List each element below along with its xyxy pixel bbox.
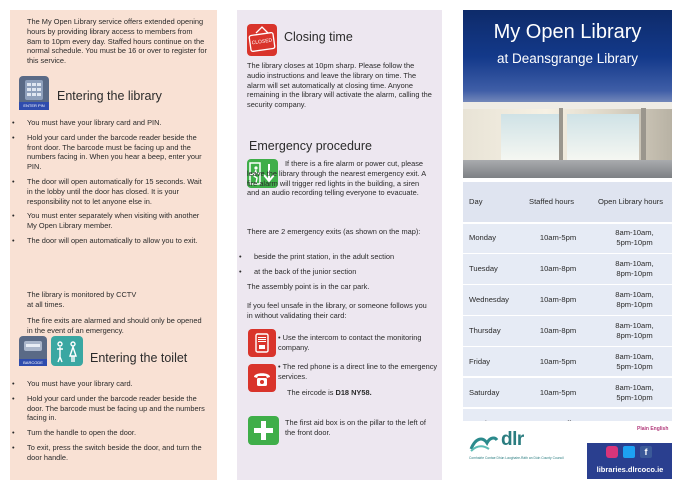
cell-day: Thursday (469, 325, 501, 335)
list-item: • Turn the handle to open the door. (10, 428, 206, 438)
list-item: • Hold your card under the barcode reader beside the door. The barcode must be facing up and the numbers facing in. (10, 394, 206, 423)
exits-list (237, 252, 437, 282)
assembly-point: The assembly point is in the car park. (247, 282, 370, 291)
cell-staffed: 10am-5pm (539, 356, 577, 366)
emergency-text: If there is a fire alarm or power cut, please leave the library through the nearest emergency exit. A fire alarm will trigger red lights in the building, a siren and an audio recording telling everyone to evacuate. (247, 159, 426, 198)
table-row (463, 285, 672, 314)
closing-time-text: The library closes at 10pm sharp. Please follow the audio instructions and leave the library on time. The alarm will set automatically at closing time. Anyone remaining in the library will activate the alarm, calling the security company. (247, 61, 432, 110)
cell-staffed: 10am-8pm (539, 294, 577, 304)
reader-label: BARCODE (23, 360, 43, 365)
list-item: • at the back of the junior section (237, 267, 437, 277)
list-item: • You must enter separately when visiting with another My Open Library member. (10, 211, 206, 231)
table-header-row (463, 182, 672, 222)
council-name: Comhairle Contae Dhún Laoghaire-Ráth an Dúin County Council (469, 456, 564, 460)
list-item: • The door will open automatically for 15 seconds. Wait in the lobby until the door has closed. It is your responsibility not to let anyone else in. (10, 177, 206, 206)
exits-intro: There are 2 emergency exits (as shown on the map): (247, 227, 421, 236)
cell-day: Friday (469, 356, 491, 366)
panel-entry-info (10, 10, 217, 480)
cell-day: Wednesday (469, 294, 509, 304)
cover-subtitle: at Deansgrange Library (496, 51, 639, 66)
list-item: • Hold your card under the barcode reader beside the front door. The barcode must be facing up and the numbers facing in. When you hear a beep, enter your PIN. (10, 133, 206, 172)
header-staffed: Staffed hours (529, 197, 575, 206)
intercom-label: Use the intercom to contact the monitoring company. (278, 333, 422, 352)
twitter-icon[interactable] (623, 446, 635, 458)
eircode-value: D18 NY58. (335, 388, 372, 397)
facebook-icon[interactable]: f (640, 446, 652, 458)
eircode-label: The eircode is (287, 388, 336, 397)
red-phone-text: • The red phone is a direct line to the emergency services. (278, 362, 438, 381)
list-item: • You must have your library card. (10, 379, 206, 389)
council-wave-icon (469, 433, 499, 453)
cell-open-library: 8am-10am, 8pm-10pm (615, 289, 654, 309)
toilet-icon (51, 336, 83, 366)
cctv-note: The library is monitored by CCTV at all times. (27, 290, 137, 309)
red-phone-icon (248, 364, 276, 392)
header-day: Day (469, 197, 483, 206)
list-item: • The door will open automatically to allow you to exit. (10, 236, 206, 246)
council-logo (469, 429, 564, 465)
closed-sign-label: CLOSED (251, 37, 273, 47)
cell-day: Saturday (469, 387, 500, 397)
cell-staffed: 10am-5pm (539, 233, 577, 243)
intercom-icon (248, 329, 276, 357)
eircode-line (287, 388, 437, 398)
library-photo (463, 10, 672, 178)
first-aid-text: The first aid box is on the pillar to the left of the front door. (285, 418, 426, 437)
list-item: • beside the print station, in the adult section (237, 252, 437, 262)
instagram-icon[interactable] (606, 446, 618, 458)
cover-title: My Open Library (493, 21, 642, 43)
list-item: • You must have your library card and PIN. (10, 118, 206, 128)
list-item: • To exit, press the switch beside the door, and turn the door handle. (10, 443, 206, 463)
entering-library-list (10, 118, 206, 251)
cell-open-library: 8am-10am, 8pm-10pm (615, 259, 654, 279)
plain-english-logo: Plain English (637, 426, 669, 432)
cell-open-library: 8am-10am, 8pm-10pm (615, 320, 654, 340)
social-bar (587, 443, 672, 479)
table-row (463, 347, 672, 376)
closed-sign-icon (247, 24, 277, 56)
cell-day: Tuesday (469, 264, 498, 274)
cell-staffed: 10am-8pm (539, 264, 577, 274)
intro-text: The My Open Library service offers extended opening hours by providing library access to members from 8am to 10pm every day. Staffed hours continue on the normal schedule. You must be 16 or over to register for this service. (27, 17, 207, 66)
table-row (463, 316, 672, 345)
unsafe-text: If you feel unsafe in the library, or someone follows you in without validating their card: (247, 301, 427, 320)
keypad-icon (19, 76, 49, 110)
header-open-library: Open Library hours (598, 197, 664, 206)
barcode-reader-icon (19, 336, 47, 366)
intercom-text: • Use the intercom to contact the monitoring company. (278, 333, 422, 352)
fire-exit-note: The fire exits are alarmed and should only be opened in the event of an emergency. (27, 316, 202, 335)
entering-toilet-list (10, 379, 206, 468)
cell-open-library: 8am-10am, 5pm-10pm (615, 351, 654, 371)
website-link[interactable]: libraries.dlrcoco.ie (596, 465, 664, 474)
cell-staffed: 10am-5pm (539, 387, 577, 397)
council-logo-text: dlr (501, 429, 524, 450)
first-aid-icon (248, 416, 279, 445)
table-row (463, 378, 672, 407)
panel-safety-info (237, 10, 442, 480)
keypad-label: ENTER PIN (23, 103, 45, 108)
entering-toilet-heading: Entering the toilet (90, 351, 188, 365)
red-phone-label: The red phone is a direct line to the emergency services. (278, 362, 438, 381)
opening-hours-table (463, 182, 672, 440)
cell-staffed: 10am-8pm (539, 325, 577, 335)
cell-day: Monday (469, 233, 497, 243)
entering-library-heading: Entering the library (57, 89, 162, 103)
panel-cover (463, 10, 672, 480)
table-row (463, 224, 672, 253)
cell-open-library: 8am-10am, 5pm-10pm (615, 382, 654, 402)
closing-time-heading: Closing time (284, 30, 353, 44)
emergency-heading: Emergency procedure (249, 139, 372, 153)
footer (463, 421, 672, 480)
cell-open-library: 8am-10am, 5pm-10pm (615, 228, 654, 248)
table-row (463, 254, 672, 283)
